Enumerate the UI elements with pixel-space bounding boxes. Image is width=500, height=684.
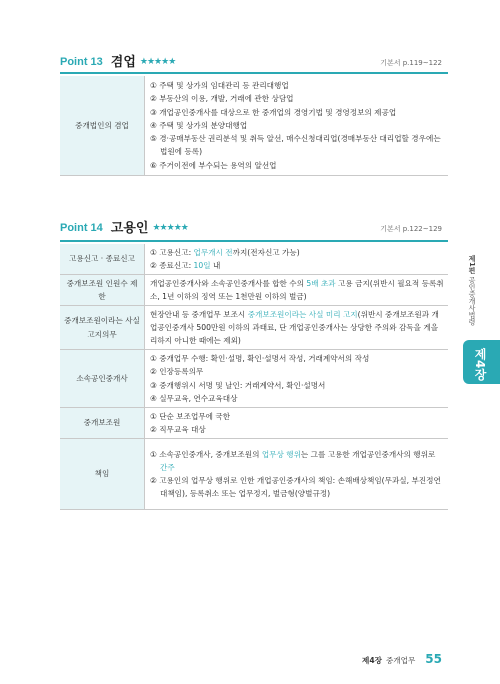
- list-item: 현장안내 등 중개업무 보조시 중개보조원이라는 사실 미리 고지(위반시 중개보조원과 개업공인중개사 500만원 이하의 과태료, 단 개업공인중개사는 상당한 주의와 감독을 게을리하지 아니한 때에는 제외): [150, 309, 439, 346]
- point13-title: 겸업: [110, 55, 136, 70]
- chapter-tab[interactable]: [463, 340, 500, 384]
- point13-stars: ★★★★★: [139, 57, 176, 67]
- chapter-tab-label: 제4장: [473, 348, 487, 381]
- row-label: 고용신고 · 종료신고: [60, 244, 145, 275]
- row-label: 책임: [60, 439, 145, 510]
- point14-stars: ★★★★★: [152, 223, 188, 233]
- row-content: [145, 439, 449, 510]
- list-item: ② 종료신고: 10일 내: [150, 261, 221, 270]
- point14-table: [60, 244, 448, 510]
- point14-title: 고용인: [110, 221, 149, 236]
- footer-chapter: 제4장: [361, 656, 382, 665]
- footer-chapter-title: 중개업무: [385, 656, 416, 665]
- row-content: [145, 244, 449, 275]
- row-content: [145, 275, 449, 306]
- table-row: [60, 408, 448, 439]
- list-item: ② 직무교육 대상: [150, 425, 206, 434]
- point14-reference: 기본서 p.122~129: [380, 225, 442, 233]
- list-item: ⑥ 주거이전에 부수되는 용역의 알선업: [150, 160, 277, 170]
- list-item: ① 중개업무 수행: 확인·설명, 확인·설명서 작성, 거래계약서의 작성: [150, 354, 370, 364]
- list-item: ① 단순 보조업무에 국한: [150, 411, 231, 421]
- row-label: 중개보조원: [60, 408, 145, 439]
- list-item: ③ 개업공인중개사를 대상으로 한 중개업의 경영기법 및 경영정보의 제공업: [150, 107, 397, 117]
- table-row: [60, 76, 448, 176]
- list-item: ⑤ 경·공매부동산 권리분석 및 취득 알선, 매수신청대리업(경매부동산 대리업할 경우에는 법원에 등록): [150, 134, 441, 157]
- list-item: ② 고용인의 업무상 행위로 인한 개업공인중개사의 책임: 손해배상책임(무과실, 부진정연대책임), 등록취소 또는 업무정지, 벌금형(양벌규정): [150, 476, 441, 499]
- table-row: [60, 244, 448, 275]
- row-label: 중개법인의 겸업: [60, 76, 145, 176]
- point13-header: [60, 48, 175, 70]
- row-content: [145, 306, 449, 350]
- row-content: [145, 350, 449, 408]
- point14-label: Point 14: [60, 222, 103, 234]
- page-footer: [362, 652, 442, 666]
- row-label: 소속공인중개사: [60, 350, 145, 408]
- row-label: 중개보조원이라는 사실 고지의무: [60, 306, 145, 350]
- row-content: [145, 76, 449, 176]
- point14-header: [60, 214, 188, 236]
- point13-table: [60, 76, 448, 176]
- list-item: ④ 실무교육, 연수교육대상: [150, 393, 238, 403]
- list-item: ③ 중개행위시 서명 및 날인: 거래계약서, 확인·설명서: [150, 380, 326, 390]
- list-item: ① 주택 및 상가의 임대관리 등 관리대행업: [150, 81, 289, 91]
- list-item: ② 인장등록의무: [150, 367, 204, 377]
- table-row: [60, 306, 448, 350]
- side-part-label: 제1편 공인중개사법령: [468, 255, 476, 326]
- list-item: ① 고용신고: 업무개시 전까지(전자신고 가능): [150, 247, 300, 257]
- table-row: [60, 275, 448, 306]
- table-row: [60, 439, 448, 510]
- list-item: ④ 주택 및 상가의 분양대행업: [150, 120, 248, 130]
- list-item: 개업공인중개사와 소속공인중개사를 합한 수의 5배 초과 고용 금지(위반시 필요적 등록취소, 1년 이하의 징역 또는 1천만원 이하의 벌금): [150, 278, 444, 301]
- list-item: ① 소속공인중개사, 중개보조원의 업무상 행위는 그를 고용한 개업공인중개사의 행위로 간주: [150, 449, 436, 472]
- row-label: 중개보조원 인원수 제한: [60, 275, 145, 306]
- page-number: 55: [425, 652, 442, 666]
- table-row: [60, 350, 448, 408]
- point13-rule: [60, 72, 448, 74]
- list-item: ② 부동산의 이용, 개발, 거래에 관한 상담업: [150, 94, 294, 104]
- point14-rule: [60, 240, 448, 242]
- row-content: [145, 408, 449, 439]
- point13-label: Point 13: [60, 56, 103, 68]
- point13-reference: 기본서 p.119~122: [380, 59, 442, 67]
